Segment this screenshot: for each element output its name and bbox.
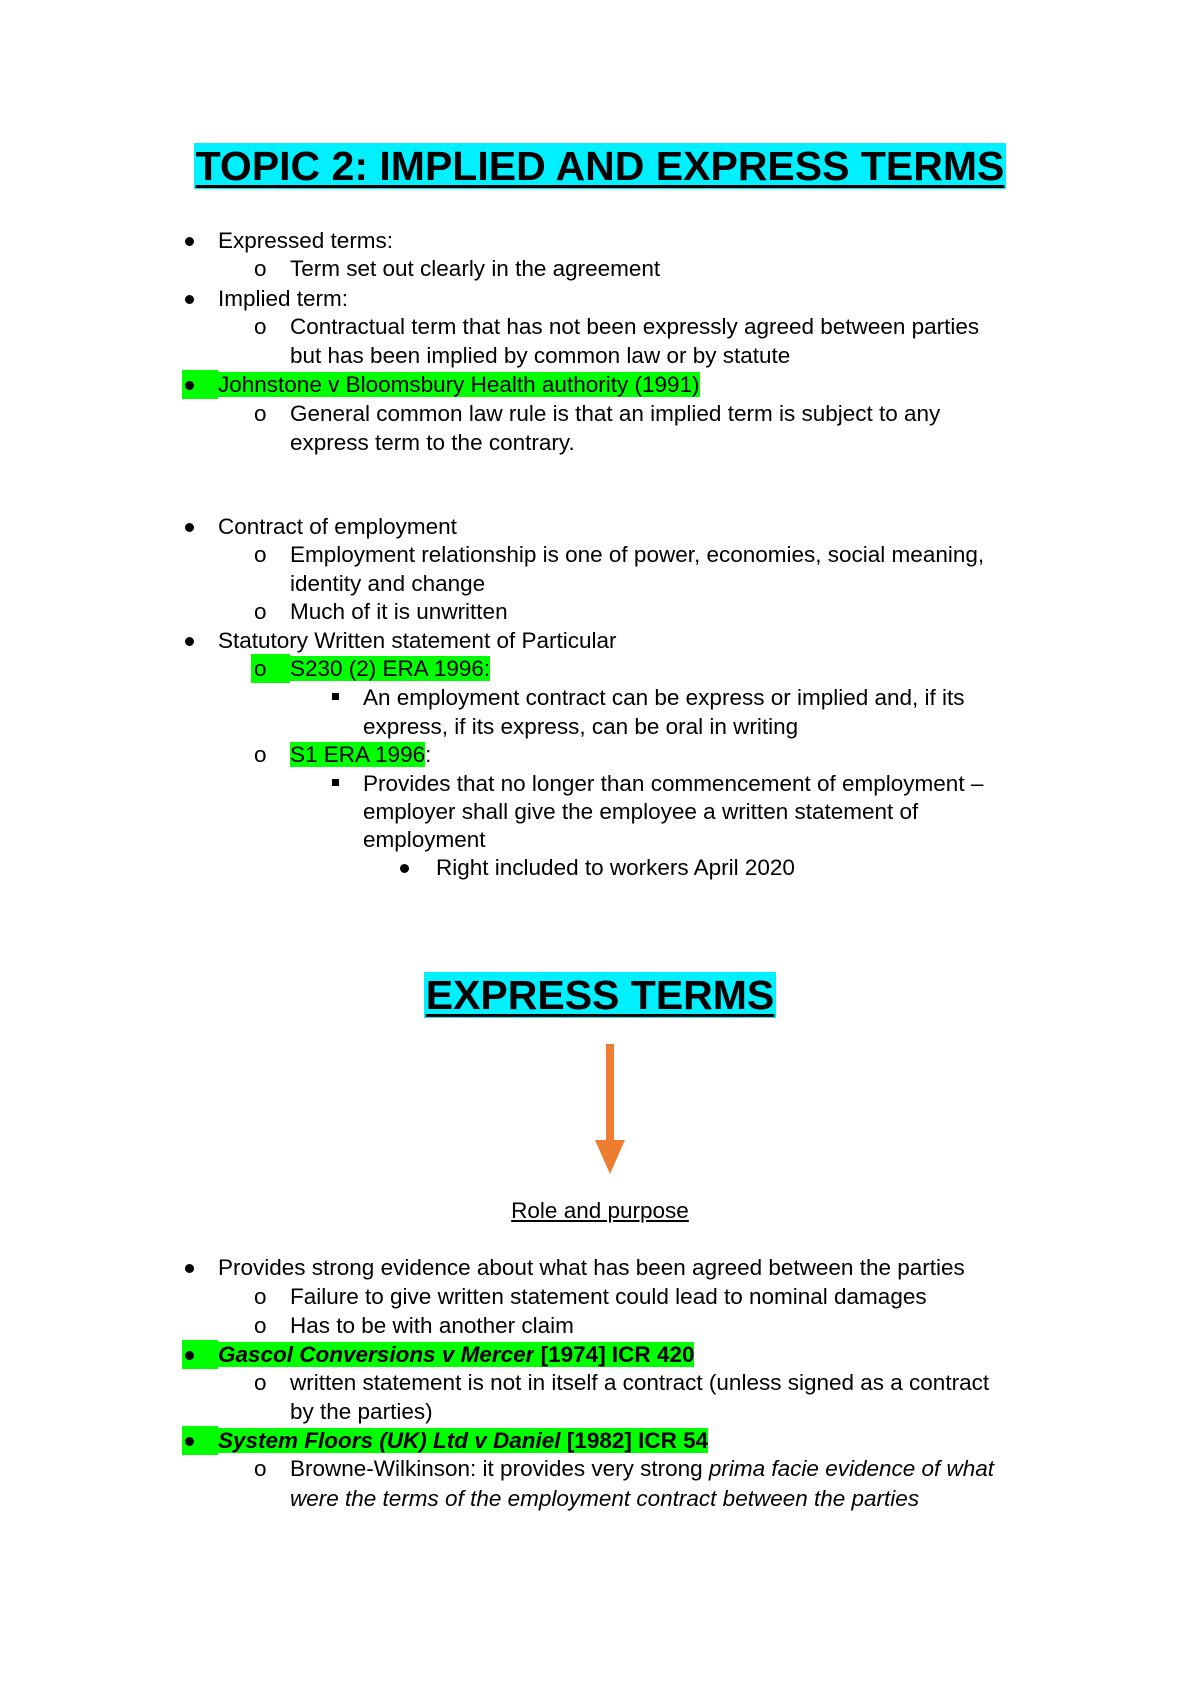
list-item-statutory: Statutory Written statement of Particular [218,628,617,653]
bullet-icon [185,523,194,532]
bullet-icon [185,295,194,304]
sub-bullet-icon: o [254,1313,267,1338]
role-purpose-label: Role and purpose [511,1198,689,1223]
list-item-implied-sub-2: but has been implied by common law or by statute [290,343,791,368]
sub-bullet-icon: o [254,401,267,426]
sub-bullet-icon: o [254,1370,267,1395]
list-item-s1-sub-1: Provides that no longer than commencement of employment – [363,771,984,796]
square-bullet-icon [332,779,339,786]
list-item-expressed-terms: Expressed terms: [218,228,394,253]
arrow-head [595,1140,625,1174]
case-johnstone: Johnstone v Bloomsbury Health authority (1991) [218,372,700,397]
list-item-s1-sub-2: employer shall give the employee a written statement of [363,799,919,824]
bullet-icon [185,1264,194,1273]
sub-bullet-icon: o [254,1284,267,1309]
list-item-provides-sub-2: Has to be with another claim [290,1313,574,1338]
sub-bullet-icon: o [254,742,267,767]
list-item-s1-sub-3: employment [363,827,486,852]
sub-bullet-icon: o [254,656,267,681]
list-item-provides-sub-1: Failure to give written statement could lead to nominal damages [290,1284,927,1309]
sub-bullet-icon: o [254,599,267,624]
bullet-icon [185,637,194,646]
down-arrow-icon [595,1044,625,1174]
list-item-s230-sub-1: An employment contract can be express or implied and, if its [363,685,965,710]
statute-s1: S1 ERA 1996: [290,742,432,767]
list-item-system-sub-2: were the terms of the employment contract between the parties [290,1486,920,1511]
list-item-implied-term: Implied term: [218,286,349,311]
list-item-implied-sub-1: Contractual term that has not been expressly agreed between parties [290,314,980,339]
statute-s230: S230 (2) ERA 1996: [290,656,491,681]
list-item-s1-sub-sub: Right included to workers April 2020 [436,855,795,880]
list-item-contract-sub-2: Much of it is unwritten [290,599,508,624]
section-heading: EXPRESS TERMS [425,972,775,1018]
bullet-icon [185,1351,194,1360]
square-bullet-icon [332,693,339,700]
list-item-contract-sub-1a: Employment relationship is one of power, economies, social meaning, [290,542,985,567]
list-item-gascol-sub-1: written statement is not in itself a contract (unless signed as a contract [290,1370,990,1395]
sub-bullet-icon: o [254,256,267,281]
arrow-shaft [606,1044,614,1144]
sub-bullet-icon: o [254,542,267,567]
list-item-s230-sub-2: express, if its express, can be oral in writing [363,714,799,739]
list-item-gascol-sub-2: by the parties) [290,1399,433,1424]
case-system-floors: System Floors (UK) Ltd v Daniel [1982] ICR 54 [218,1428,709,1453]
bullet-icon [400,864,409,873]
list-item-system-sub-1: Browne-Wilkinson: it provides very strong prima facie evidence of what [290,1456,995,1481]
list-item-provides: Provides strong evidence about what has been agreed between the parties [218,1255,965,1280]
sub-bullet-icon: o [254,314,267,339]
bullet-icon [185,237,194,246]
list-item-johnstone-sub-1: General common law rule is that an implied term is subject to any [290,401,941,426]
list-item-expressed-sub: Term set out clearly in the agreement [290,256,661,281]
case-gascol: Gascol Conversions v Mercer [1974] ICR 420 [218,1342,695,1367]
list-item-johnstone-sub-2: express term to the contrary. [290,430,575,455]
list-item-contract: Contract of employment [218,514,457,539]
page-title: TOPIC 2: IMPLIED AND EXPRESS TERMS [195,143,1005,189]
sub-bullet-icon: o [254,1456,267,1481]
bullet-icon [185,381,194,390]
list-item-contract-sub-1b: identity and change [290,571,486,596]
bullet-icon [185,1437,194,1446]
